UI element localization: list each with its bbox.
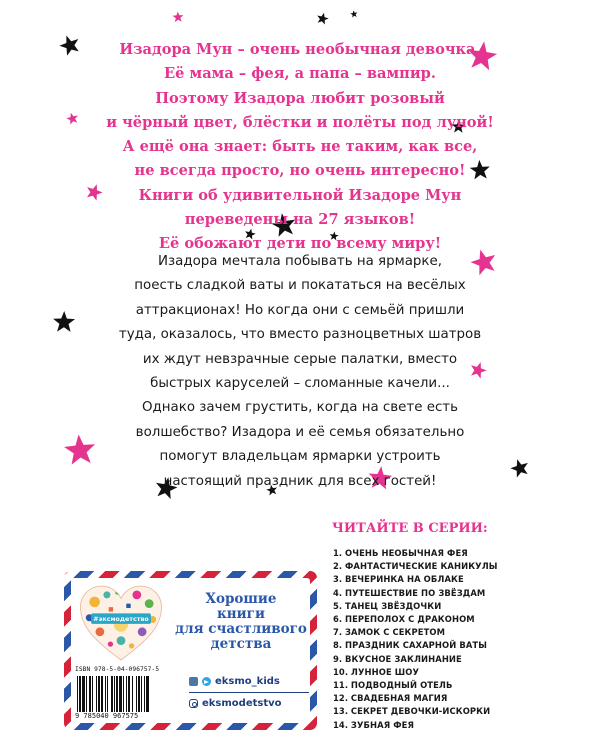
intro-line: Книги об удивительной Изадоре Мун: [138, 186, 462, 204]
series-book-title: ЛУННОЕ ШОУ: [350, 666, 420, 677]
publisher-card: [64, 571, 317, 730]
slogan-line: книги: [217, 606, 265, 622]
description-line: их ждут невзрачные серые палатки, вместо: [142, 351, 458, 367]
series-book-item: [333, 613, 498, 626]
vk-icon: [189, 677, 198, 686]
series-book-number: 5.: [333, 600, 343, 611]
telegram-icon: [202, 677, 211, 686]
description-line: быстрых каруселей – сломанные качели...: [150, 376, 450, 392]
instagram-icon: [189, 699, 198, 708]
intro-line: Её обожают дети по всему миру!: [158, 235, 442, 253]
series-book-item: [333, 705, 498, 718]
intro-line: А ещё она знает: быть не таким, как все,: [122, 138, 478, 156]
series-book-title: ТАНЕЦ ЗВЁЗДОЧКИ: [344, 600, 442, 611]
series-book-number: 12.: [333, 693, 349, 704]
series-book-number: 10.: [333, 666, 349, 677]
series-book-item: [333, 692, 498, 705]
series-book-item: [333, 626, 498, 639]
social-handle: eksmo_kids: [215, 676, 280, 687]
intro-line: и чёрный цвет, блёстки и полёты под луной!: [106, 113, 494, 131]
intro-line: Её мама – фея, а папа – вампир.: [164, 65, 436, 83]
slogan-line: для счастливого: [175, 621, 307, 637]
series-book-item: [333, 600, 498, 613]
series-book-title: ВЕЧЕРИНКА НА ОБЛАКЕ: [344, 574, 464, 585]
isbn-number: ISBN 978-5-04-096757-5: [75, 666, 160, 673]
series-book-title: ПЕРЕПОЛОХ С ДРАКОНОМ: [344, 614, 475, 625]
site-handle: eksmodetstvo: [202, 698, 282, 709]
series-book-title: СВАДЕБНАЯ МАГИЯ: [350, 693, 448, 704]
slogan-line: Хорошие: [205, 591, 277, 607]
series-book-number: 14.: [333, 719, 349, 730]
series-book-number: 4.: [333, 587, 343, 598]
series-book-title: СЕКРЕТ ДЕВОЧКИ-ИСКОРКИ: [350, 706, 491, 717]
series-book-number: 3.: [333, 574, 343, 585]
series-book-title: ЗУБНАЯ ФЕЯ: [350, 719, 415, 730]
slogan-line: детства: [210, 636, 272, 652]
pink-star-icon: [172, 11, 184, 23]
series-book-item: [333, 679, 498, 692]
series-book-title: ПУТЕШЕСТВИЕ ПО ЗВЁЗДАМ: [344, 587, 486, 598]
card-slogan: [171, 592, 311, 652]
social-divider: [189, 692, 309, 693]
series-book-number: 9.: [333, 653, 343, 664]
series-book-item: [333, 653, 498, 666]
description-line: поесть сладкой ваты и покататься на весёлых: [134, 278, 466, 294]
series-book-number: 13.: [333, 706, 349, 717]
series-book-item: [333, 639, 498, 652]
description-line: туда, оказалось, что вместо разноцветных шатров: [118, 327, 482, 343]
social-links: [189, 676, 317, 709]
black-star-icon: [350, 10, 358, 18]
series-book-number: 8.: [333, 640, 343, 651]
intro-line: переведены на 27 языков!: [184, 211, 416, 229]
series-book-title: ОЧЕНЬ НЕОБЫЧНАЯ ФЕЯ: [344, 548, 468, 558]
series-book-item: [333, 666, 498, 679]
description-line: аттракционах! Но когда они с семьёй пришли: [135, 302, 465, 318]
series-book-list: [333, 547, 498, 732]
series-book-title: ПРАЗДНИК САХАРНОЙ ВАТЫ: [344, 640, 488, 651]
heart-logo-icon: [77, 582, 165, 664]
intro-text: [60, 38, 540, 257]
intro-line: не всегда просто, но очень интересно!: [134, 162, 466, 180]
description-line: настоящий праздник для всех гостей!: [163, 473, 437, 489]
series-book-number: 6.: [333, 614, 343, 625]
description-line: Однако зачем грустить, когда на свете есть: [142, 400, 458, 416]
social-row-site[interactable]: [189, 698, 317, 709]
series-book-title: ФАНТАСТИЧЕСКИЕ КАНИКУЛЫ: [344, 561, 498, 572]
barcode-digits: 9 785040 967575: [75, 712, 139, 720]
description-line: волшебство? Изадора и её семья обязательно: [135, 424, 465, 440]
series-book-number: 11.: [333, 680, 349, 691]
series-book-item: [333, 587, 498, 600]
barcode-area: [75, 666, 183, 721]
description-text: [55, 250, 545, 494]
description-line: помогут владельцам ярмарки устроить: [159, 449, 441, 465]
series-book-title: ВКУСНОЕ ЗАКЛИНАНИЕ: [344, 653, 462, 664]
series-book-item: [333, 573, 498, 586]
publisher-card-inner: [71, 578, 310, 723]
intro-line: Поэтому Изадора любит розовый: [155, 89, 445, 107]
series-book-item: [333, 547, 498, 560]
social-row-handle[interactable]: [189, 676, 317, 687]
series-book-title: ЗАМОК С СЕКРЕТОМ: [344, 627, 446, 638]
series-book-number: 1.: [333, 548, 343, 558]
heart-logo-label: #экcмодетство: [93, 616, 149, 624]
description-line: Изадора мечтала побывать на ярмарке,: [157, 254, 443, 269]
series-book-item: [333, 560, 498, 573]
black-star-icon: [316, 12, 329, 25]
series-book-item: [333, 719, 498, 732]
series-book-title: ПОДВОДНЫЙ ОТЕЛЬ: [350, 680, 453, 691]
series-book-number: 7.: [333, 627, 343, 638]
series-book-number: 2.: [333, 561, 343, 572]
barcode-icon: [75, 676, 181, 712]
series-title: ЧИТАЙТЕ В СЕРИИ:: [332, 521, 488, 536]
intro-line: Изадора Мун – очень необычная девочка.: [119, 41, 481, 58]
